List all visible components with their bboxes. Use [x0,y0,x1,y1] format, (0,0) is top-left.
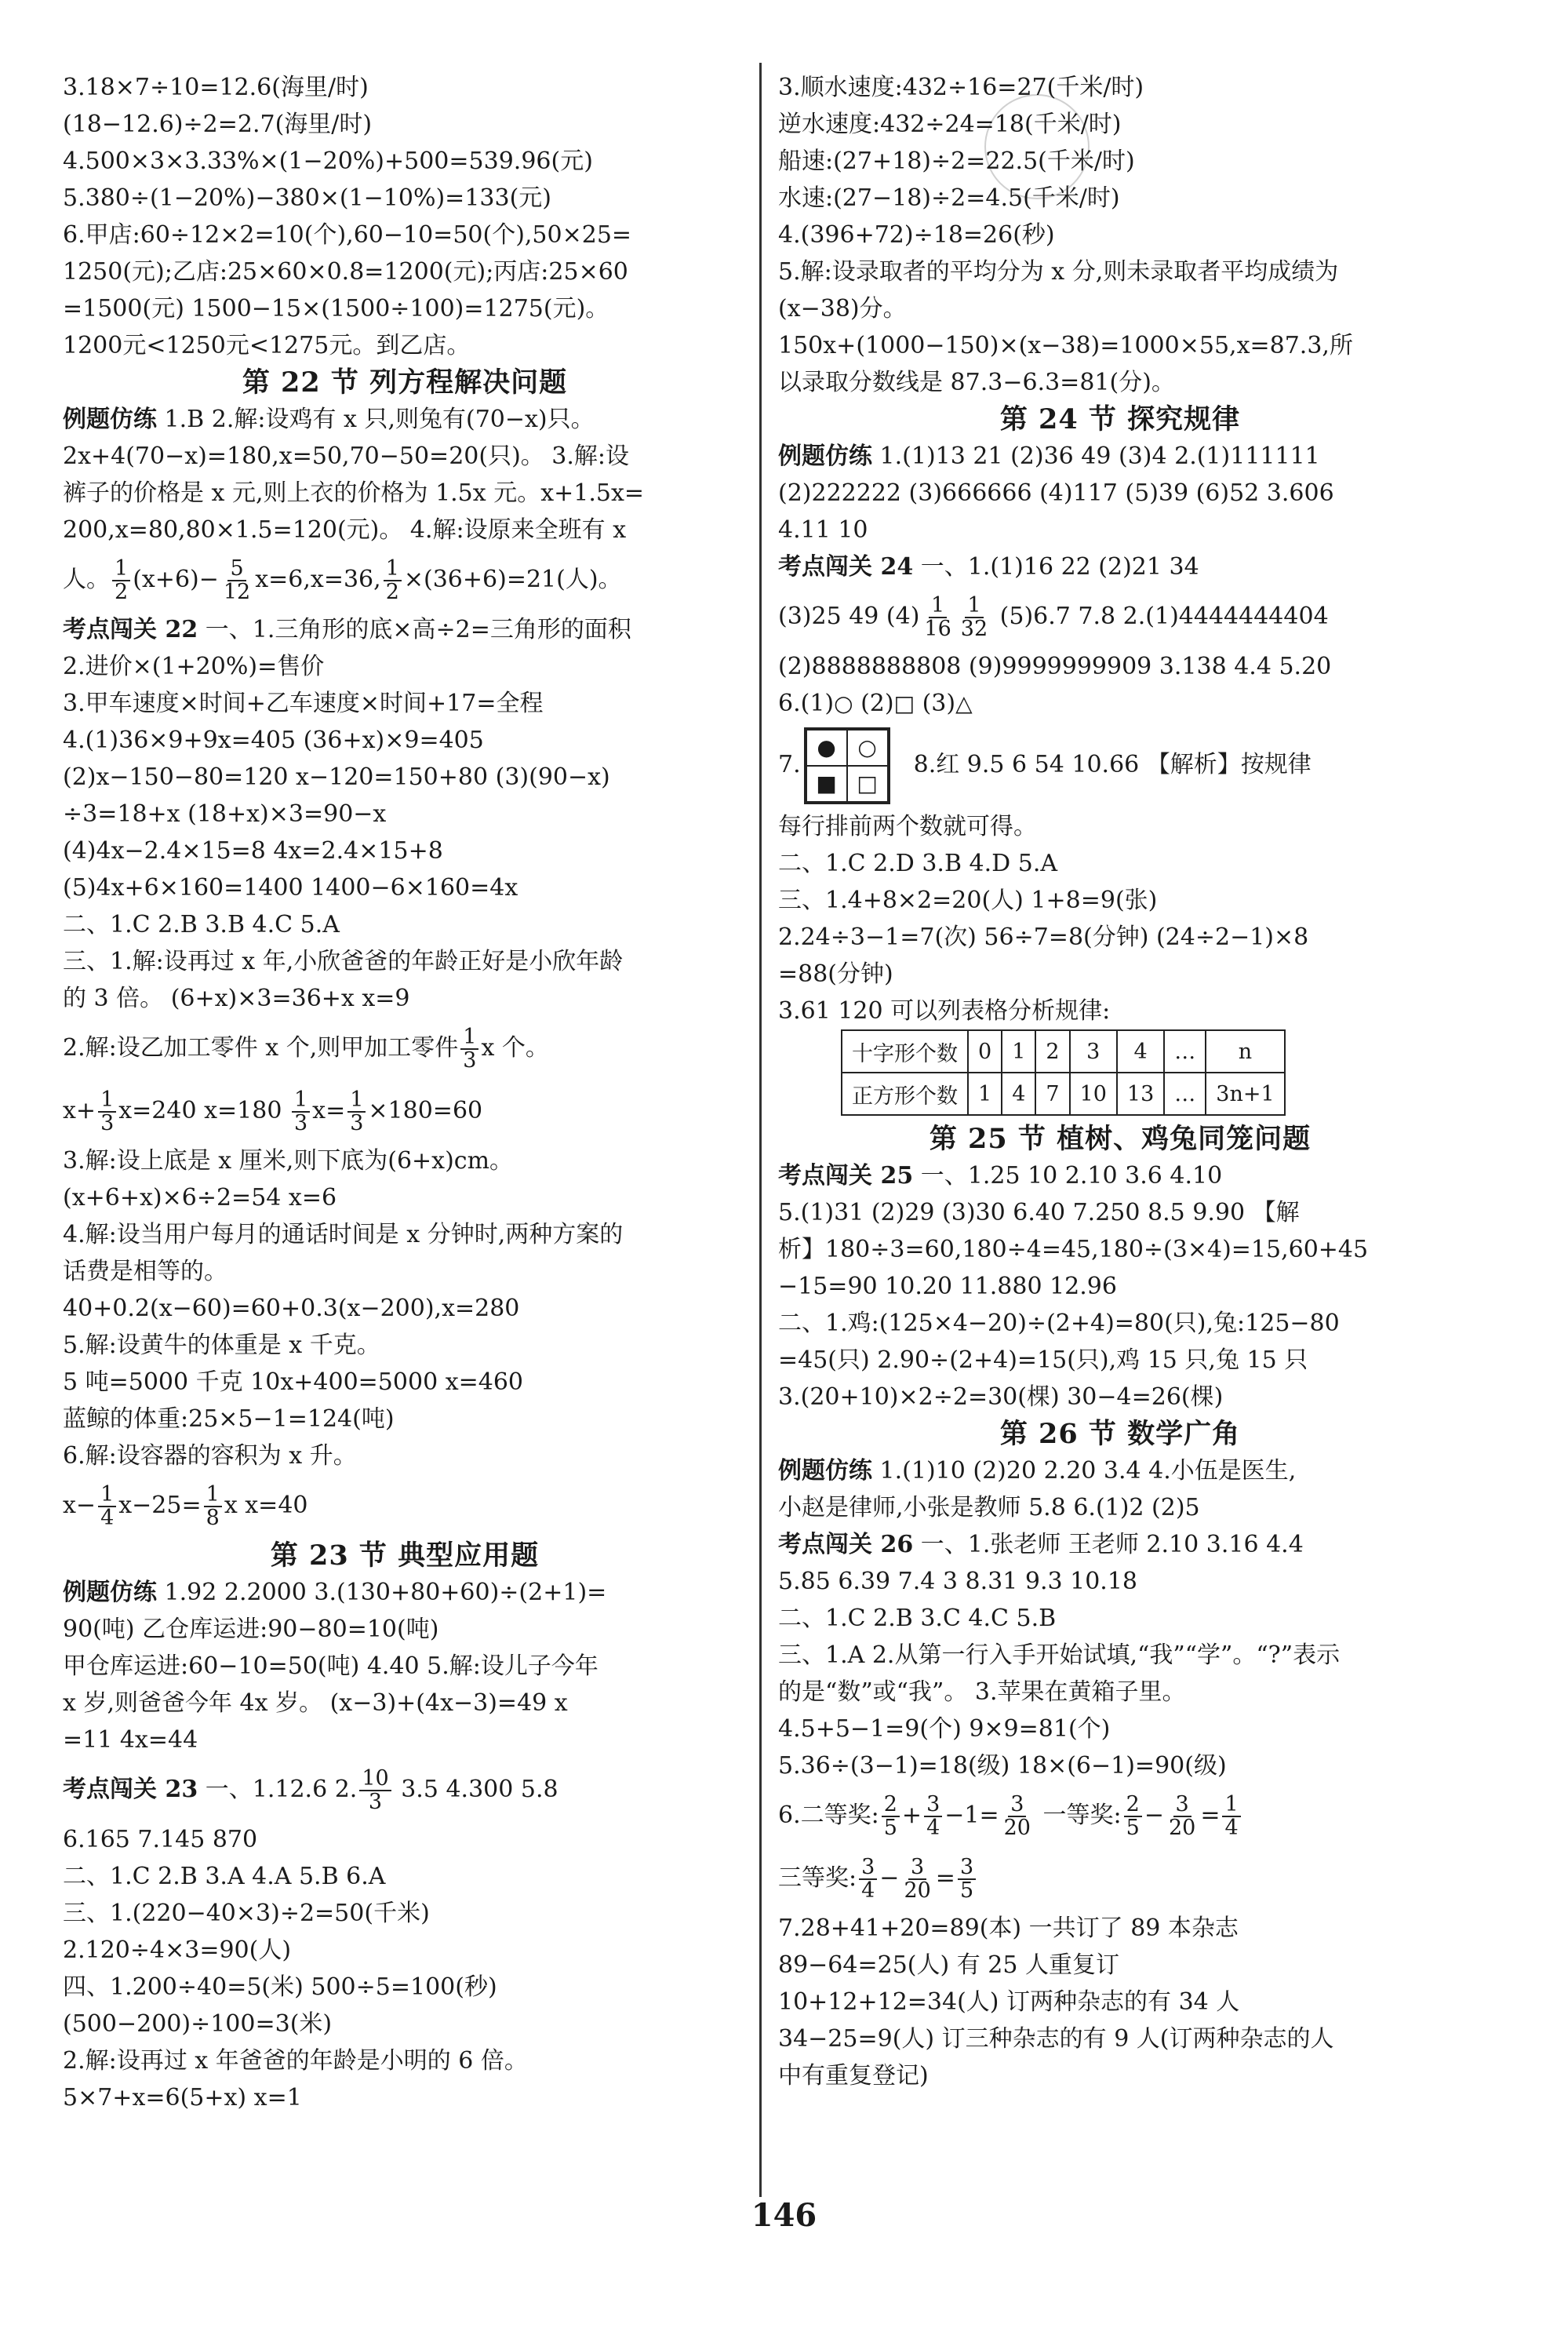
text-segment: x x=40 [224,1492,308,1519]
fraction [1124,1791,1142,1840]
fraction [204,1481,222,1530]
text-line: 5.85 6.39 7.4 3 8.31 9.3 10.18 [778,1568,1137,1595]
text-segment: x 个。 [481,1034,549,1062]
numerator: 1 [112,558,130,581]
text-line: (x−38)分。 [778,295,907,322]
filled-square-icon: ■ [806,766,847,802]
denominator: 5 [1126,1816,1140,1840]
text-line: 4.(396+72)÷18=26(秒) [778,221,1055,249]
text-segment: = [935,1864,955,1892]
denominator: 4 [926,1816,940,1840]
text-line: 4.11 10 [778,516,868,544]
text-line: 每行排前两个数就可得。 [778,813,1037,840]
text-line: 3.61 120 可以列表格分析规律: [778,997,1111,1025]
numerator: 1 [204,1484,222,1507]
text-segment: (5)6.7 7.8 2.(1)4444444404 [992,603,1329,630]
text-line: 二、1.C 2.B 3.A 4.A 5.B 6.A [63,1863,386,1890]
text-segment: ×(36+6)=21(人)。 [403,566,622,593]
text-segment: 一、1.张老师 王老师 2.10 3.16 4.4 [913,1531,1304,1558]
fraction [1002,1791,1033,1840]
table-cell: … [1164,1030,1206,1073]
text-line: 裤子的价格是 x 元,则上衣的价格为 1.5x 元。x+1.5x= [63,479,645,507]
right-column [778,69,1462,2094]
denominator: 3 [293,1111,308,1135]
pattern-table [841,1029,1286,1116]
fraction [922,592,953,641]
text-segment: 7. [778,751,801,778]
text-line: 甲仓库运进:60−10=50(吨) 4.40 5.解:设儿子今年 [63,1652,598,1680]
numerator: 1 [98,1484,116,1507]
denominator: 20 [904,1878,931,1903]
text-line: 3.甲车速度×时间+乙车速度×时间+17=全程 [63,690,544,717]
text-line [778,1157,1462,1194]
fraction [221,558,253,604]
text-line: (2)222222 (3)666666 (4)117 (5)39 (6)52 3.606 [778,479,1334,507]
numerator: 1 [460,1026,478,1050]
label-practice: 例题仿练 [778,443,872,470]
circle-icon: ○ [847,730,888,766]
text-line [63,1758,747,1821]
numerator: 1 [292,1089,310,1113]
numerator: 5 [227,558,246,581]
fraction [112,558,130,604]
text-segment: x+ [63,1097,96,1124]
text-line: 析】180÷3=60,180÷4=45,180÷(3×4)=15,60+45 [778,1236,1369,1263]
text-line: 2.解:设再过 x 年爸爸的年龄是小明的 6 倍。 [63,2047,528,2075]
numerator: 1 [347,1089,366,1113]
filled-circle-icon: ● [806,730,847,766]
text-line: 1250(元);乙店:25×60×0.8=1200(元);丙店:25×60 [63,258,628,286]
text-segment: 3.5 4.300 5.8 [393,1776,558,1803]
text-line [778,722,1462,808]
text-line: 5 吨=5000 千克 10x+400=5000 x=460 [63,1368,524,1396]
numerator: 3 [924,1794,942,1817]
fraction [901,1856,933,1903]
text-line [778,1784,1462,1847]
text-line: x 岁,则爸爸今年 4x 岁。 (x−3)+(4x−3)=49 x [63,1689,568,1717]
text-line: 三、1.A 2.从第一行入手开始试填,“我”“学”。“?”表示 [778,1641,1341,1669]
denominator: 2 [115,580,129,604]
text-line [63,1017,747,1080]
text-line: 小赵是律师,小张是教师 5.8 6.(1)2 (2)5 [778,1494,1200,1521]
denominator: 12 [223,580,251,604]
table-cell: 3n+1 [1206,1073,1284,1115]
text-line: (4)4x−2.4×15=8 4x=2.4×15+8 [63,837,443,865]
text-line [778,1847,1462,1910]
denominator: 20 [1003,1816,1031,1840]
text-segment: 6.(1) [778,690,835,717]
fraction [859,1856,877,1903]
text-line: (18−12.6)÷2=2.7(海里/时) [63,111,373,138]
text-line: 6.165 7.145 870 [63,1826,258,1853]
text-segment: 8.红 9.5 6 54 10.66 【解析】按规律 [913,751,1312,778]
denominator: 8 [206,1506,220,1530]
numerator: 1 [929,595,947,618]
table-cell: 4 [1002,1073,1035,1115]
denominator: 3 [100,1111,115,1135]
text-line: =45(只) 2.90÷(2+4)=15(只),鸡 15 只,兔 15 只 [778,1346,1308,1374]
text-line: 2.120÷4×3=90(人) [63,1936,292,1964]
numerator: 10 [359,1768,391,1791]
denominator: 32 [960,617,988,641]
circle-symbol: ○ [834,690,853,716]
text-segment: x−25= [118,1492,202,1519]
text-line: −15=90 10.20 11.880 12.96 [778,1273,1117,1300]
denominator: 5 [959,1878,974,1903]
text-line: 150x+(1000−150)×(x−38)=1000×55,x=87.3,所 [778,332,1353,359]
label-checkpoint: 考点闯关 25 [778,1162,914,1190]
text-segment: 1.B 2.解:设鸡有 x 只,则兔有(70−x)只。 [157,406,595,433]
text-line: 2x+4(70−x)=180,x=50,70−50=20(只)。 3.解:设 [63,443,630,470]
table-cell: 10 [1070,1073,1117,1115]
text-line: 6.解:设容器的容积为 x 升。 [63,1442,357,1470]
text-line: 200,x=80,80×1.5=120(元)。 4.解:设原来全班有 x [63,516,627,544]
text-line: 5.解:设录取者的平均分为 x 分,则未录取者平均成绩为 [778,258,1339,286]
text-line: 5.380÷(1−20%)−380×(1−10%)=133(元) [63,184,551,212]
text-line [63,401,747,438]
text-line: 话费是相等的。 [63,1258,227,1285]
text-segment: = [1200,1802,1221,1829]
text-segment: 一、1.三角形的底×高÷2=三角形的面积 [198,616,631,643]
fraction [924,1791,942,1840]
numerator: 3 [958,1856,976,1880]
triangle-symbol: △ [955,690,973,716]
denominator: 4 [861,1878,875,1903]
text-line: 5.(1)31 (2)29 (3)30 6.40 7.250 8.5 9.90 【解 [778,1199,1300,1226]
text-line: 6.甲店:60÷12×2=10(个),60−10=50(个),50×25= [63,221,632,249]
text-line: (2)8888888808 (9)9999999909 3.138 4.4 5.20 [778,653,1332,680]
fraction [384,558,402,604]
text-line: 3.解:设上底是 x 厘米,则下底为(6+x)cm。 [63,1147,514,1175]
square-icon: □ [847,766,888,802]
text-line: 5.解:设黄牛的体重是 x 千克。 [63,1332,380,1359]
text-line [63,1080,747,1142]
text-line: =88(分钟) [778,960,893,988]
numerator: 1 [965,595,983,618]
text-line [778,1526,1462,1563]
text-segment: x− [63,1492,96,1519]
text-line: 四、1.200÷40=5(米) 500÷5=100(秒) [63,1973,497,2001]
text-segment: (x+6)− [133,566,219,593]
text-line [63,1574,747,1611]
table-row [842,1030,1285,1073]
text-line: 的是“数”或“我”。 3.苹果在黄箱子里。 [778,1678,1186,1706]
text-line [778,585,1462,648]
text-line: (2)x−150−80=120 x−120=150+80 (3)(90−x) [63,763,610,791]
text-line: 7.28+41+20=89(本) 一共订了 89 本杂志 [778,1915,1239,1942]
fraction [98,1481,116,1530]
text-segment: 一等奖: [1035,1802,1122,1829]
text-line [778,438,1462,475]
fraction [292,1089,310,1135]
text-line: 1200元<1250元<1275元。到乙店。 [63,332,471,359]
text-line: 水速:(27−18)÷2=4.5(千米/时) [778,184,1120,212]
table-cell: 13 [1117,1073,1164,1115]
table-cell: 正方形个数 [842,1073,968,1115]
section-heading-26: 第 26 节 数学广角 [999,1418,1241,1450]
label-practice: 例题仿练 [778,1457,872,1485]
label-practice: 例题仿练 [63,406,157,433]
text-line [63,548,747,611]
column-divider [759,63,762,2197]
text-line: 蓝鲸的体重:25×5−1=124(吨) [63,1405,395,1433]
text-line: 三、1.解:设再过 x 年,小欣爸爸的年龄正好是小欣年龄 [63,948,624,975]
text-line: 90(吨) 乙仓库运进:90−80=10(吨) [63,1616,439,1643]
pattern-grid [804,727,890,804]
text-segment: ×180=60 [368,1097,483,1124]
text-line: 3.18×7÷10=12.6(海里/时) [63,74,369,101]
text-segment: 一、1.25 10 2.10 3.6 4.10 [913,1162,1223,1190]
text-line: 3.顺水速度:432÷16=27(千米/时) [778,74,1144,101]
text-line: =11 4x=44 [63,1726,198,1754]
section-heading-22: 第 22 节 列方程解决问题 [242,366,568,399]
text-line: 三、1.4+8×2=20(人) 1+8=9(张) [778,887,1158,914]
text-line: 4.解:设当用户每月的通话时间是 x 分钟时,两种方案的 [63,1221,624,1248]
label-practice: 例题仿练 [63,1579,157,1606]
denominator: 3 [350,1111,364,1135]
text-segment: −1= [944,1802,999,1829]
text-segment: − [879,1864,900,1892]
table-cell: 2 [1035,1030,1069,1073]
numerator: 2 [1124,1794,1142,1817]
table-cell: 十字形个数 [842,1030,968,1073]
table-cell: 1 [1002,1030,1035,1073]
text-line: 二、1.C 2.B 3.B 4.C 5.A [63,911,340,938]
section-heading-23: 第 23 节 典型应用题 [270,1539,540,1572]
denominator: 4 [1224,1816,1239,1840]
table-cell: 7 [1035,1073,1069,1115]
table-row [842,1073,1285,1115]
text-line: 34−25=9(人) 订三种杂志的有 9 人(订两种杂志的人 [778,2025,1334,2053]
text-line: 的 3 倍。 (6+x)×3=36+x x=9 [63,985,410,1012]
square-symbol: □ [893,690,915,716]
table-cell: n [1206,1030,1284,1073]
text-segment: 人。 [63,566,110,593]
text-segment: (2) [853,690,894,717]
label-checkpoint: 考点闯关 26 [778,1531,914,1558]
fraction [1166,1791,1198,1840]
text-segment: + [901,1802,922,1829]
label-checkpoint: 考点闯关 23 [63,1776,198,1803]
text-line [778,1452,1462,1489]
table-cell: 3 [1070,1030,1117,1073]
text-line: 二、1.C 2.D 3.B 4.D 5.A [778,850,1058,877]
text-segment: x= [312,1097,346,1124]
text-line: 三、1.(220−40×3)÷2=50(千米) [63,1900,430,1927]
text-line: 中有重复登记) [778,2062,929,2089]
text-segment: (3) [915,690,956,717]
text-line: (500−200)÷100=3(米) [63,2010,333,2038]
denominator: 16 [924,617,951,641]
text-line: 4.500×3×3.33%×(1−20%)+500=539.96(元) [63,148,593,175]
text-line: 40+0.2(x−60)=60+0.3(x−200),x=280 [63,1295,520,1322]
text-line: 3.(20+10)×2÷2=30(棵) 30−4=26(棵) [778,1383,1224,1411]
text-line: 4.(1)36×9+9x=405 (36+x)×9=405 [63,727,484,754]
table-cell: 1 [968,1073,1002,1115]
denominator: 4 [100,1506,115,1530]
numerator: 3 [859,1856,877,1880]
text-line: 5.36÷(3−1)=18(级) 18×(6−1)=90(级) [778,1752,1227,1780]
pattern-table-wrap [778,1029,1462,1120]
text-segment: 6.二等奖: [778,1802,879,1829]
section-heading-24: 第 24 节 探究规律 [999,403,1241,435]
text-segment: (3)25 49 (4) [778,603,920,630]
fraction [98,1089,116,1135]
fraction [347,1089,366,1135]
text-segment: 1.92 2.2000 3.(130+80+60)÷(2+1)= [157,1579,607,1606]
denominator: 3 [463,1048,477,1073]
text-line [778,548,1462,585]
text-segment: 1.(1)13 21 (2)36 49 (3)4 2.(1)111111 [872,443,1320,470]
text-line: 2.进价×(1+20%)=售价 [63,653,325,680]
text-segment: 一、1.(1)16 22 (2)21 34 [913,553,1199,581]
text-segment: x=240 x=180 [118,1097,289,1124]
text-line: 10+12+12=34(人) 订两种杂志的有 34 人 [778,1988,1240,2016]
text-line: 5×7+x=6(5+x) x=1 [63,2084,302,2111]
text-line [63,1474,747,1537]
text-line: 以录取分数线是 87.3−6.3=81(分)。 [778,369,1175,396]
numerator: 3 [908,1856,926,1880]
label-checkpoint: 考点闯关 22 [63,616,198,643]
text-line: =1500(元) 1500−15×(1500÷100)=1275(元)。 [63,295,609,322]
section-heading-25: 第 25 节 植树、鸡兔同笼问题 [929,1123,1312,1155]
text-segment: x=6,x=36, [255,566,381,593]
numerator: 1 [98,1089,116,1113]
fraction [359,1765,391,1814]
text-line: (x+6+x)×6÷2=54 x=6 [63,1184,337,1211]
fraction [958,1856,976,1903]
numerator: 3 [1173,1794,1191,1817]
denominator: 20 [1168,1816,1196,1840]
text-segment: 三等奖: [778,1864,857,1892]
text-line: (5)4x+6×160=1400 1400−6×160=4x [63,874,518,902]
text-line [63,611,747,648]
text-segment: − [1144,1802,1164,1829]
fraction [1222,1791,1240,1840]
fraction [959,592,990,641]
numerator: 3 [1008,1794,1026,1817]
denominator: 2 [385,580,399,604]
numerator: 1 [1222,1794,1240,1817]
table-cell: … [1164,1073,1206,1115]
text-line [778,685,1462,722]
text-line: 4.5+5−1=9(个) 9×9=81(个) [778,1715,1111,1743]
text-segment: 一、1.12.6 2. [198,1776,358,1803]
text-line: 二、1.鸡:(125×4−20)÷(2+4)=80(只),兔:125−80 [778,1310,1340,1337]
text-segment: 2.解:设乙加工零件 x 个,则甲加工零件 [63,1034,459,1062]
text-segment: 1.(1)10 (2)20 2.20 3.4 4.小伍是医生, [872,1457,1297,1485]
table-cell: 0 [968,1030,1002,1073]
numerator: 1 [384,558,402,581]
denominator: 3 [368,1790,383,1814]
text-line: 逆水速度:432÷24=18(千米/时) [778,111,1122,138]
fraction [882,1791,900,1840]
numerator: 2 [882,1794,900,1817]
label-checkpoint: 考点闯关 24 [778,553,914,581]
table-cell: 4 [1117,1030,1164,1073]
text-line: 二、1.C 2.B 3.C 4.C 5.B [778,1605,1057,1632]
page-number: 146 [751,2197,817,2234]
left-column [63,69,747,2116]
text-line: 2.24÷3−1=7(次) 56÷7=8(分钟) (24÷2−1)×8 [778,924,1309,951]
fraction [460,1026,478,1073]
text-line: ÷3=18+x (18+x)×3=90−x [63,800,387,828]
denominator: 5 [883,1816,897,1840]
text-line: 89−64=25(人) 有 25 人重复订 [778,1951,1119,1979]
text-line: 船速:(27+18)÷2=22.5(千米/时) [778,148,1135,175]
